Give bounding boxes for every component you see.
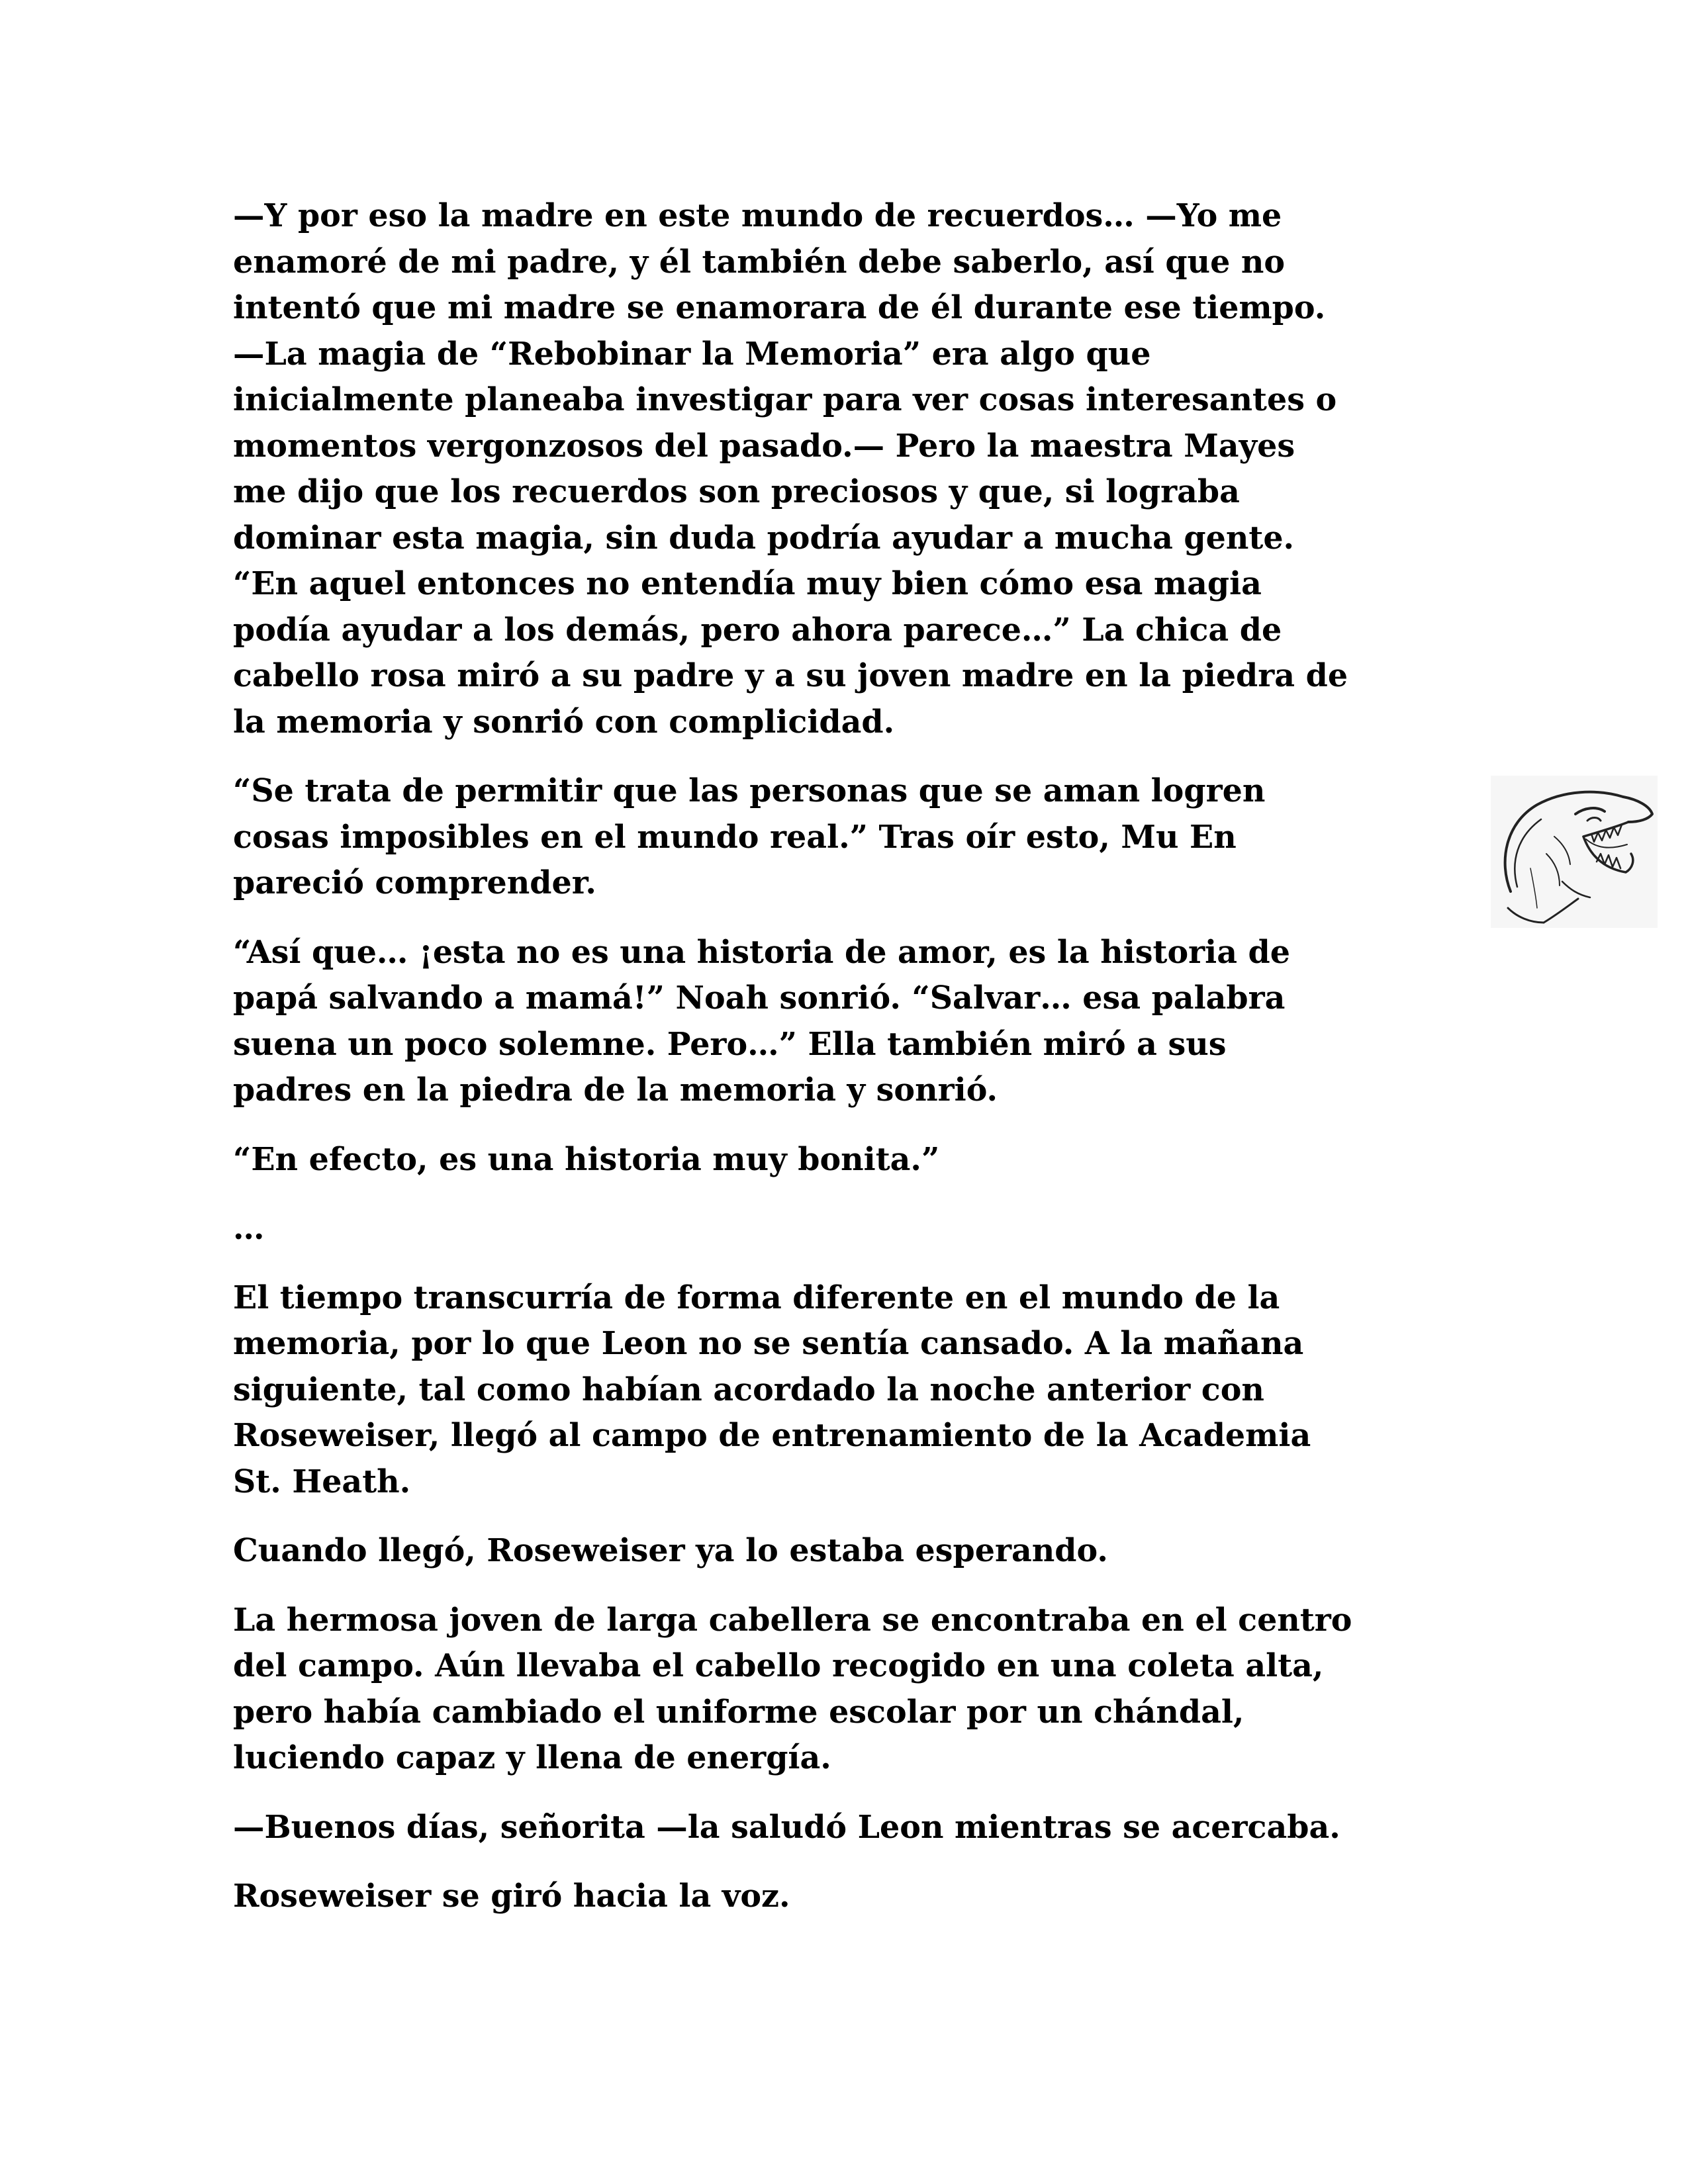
paragraph: El tiempo transcurría de forma diferente en el mundo de la memoria, por lo que Leon no se sentía cansado. A la mañana siguiente, tal como habían acordado la noche anterior con Roseweiser, llegó al campo de entrenamiento de la Academia St. Heath. [233, 1279, 1311, 1500]
paragraph: “Se trata de permitir que las personas que se aman logren cosas imposibles en el mundo real.” Tras oír esto, Mu En pareció comprender. [233, 772, 1266, 901]
paragraph: Roseweiser se giró hacia la voz. [233, 1878, 790, 1915]
paragraph: “Así que… ¡esta no es una historia de amor, es la historia de papá salvando a mamá!” Noah sonrió. “Salvar… esa palabra suena un poco solemne. Pero…” Ella también miró a sus padres en la piedra de la memoria y sonrió. [233, 933, 1290, 1109]
paragraph: —Buenos días, señorita —la saludó Leon mientras se acercaba. [233, 1808, 1340, 1846]
paragraph: … [233, 1210, 265, 1247]
body-text [233, 193, 1491, 1943]
paragraph: “En efecto, es una historia muy bonita.” [233, 1140, 940, 1178]
paragraph: Cuando llegó, Roseweiser ya lo estaba esperando. [233, 1532, 1108, 1569]
dinosaur-sketch-icon [1491, 776, 1658, 928]
paragraph: —Y por eso la madre en este mundo de recuerdos… —Yo me enamoré de mi padre, y él también debe saberlo, así que no intentó que mi madre se enamorara de él durante ese tiempo. —La magia de “Rebobinar la Memoria” era algo que inicialmente planeaba investigar para ver cosas interesantes o momentos vergonzosos del pasado.— Pero la maestra Mayes me dijo que los recuerdos son preciosos y que, si lograba dominar esta magia, sin duda podría ayudar a mucha gente. “En aquel entonces no entendía muy bien cómo esa magia podía ayudar a los demás, pero ahora parece…” La chica de cabello rosa miró a su padre y a su joven madre en la piedra de la memoria y sonrió con complicidad. [233, 197, 1348, 741]
paragraph: La hermosa joven de larga cabellera se encontraba en el centro del campo. Aún llevaba el cabello recogido en una coleta alta, pero había cambiado el uniforme escolar por un chándal, luciendo capaz y llena de energía. [233, 1601, 1352, 1776]
